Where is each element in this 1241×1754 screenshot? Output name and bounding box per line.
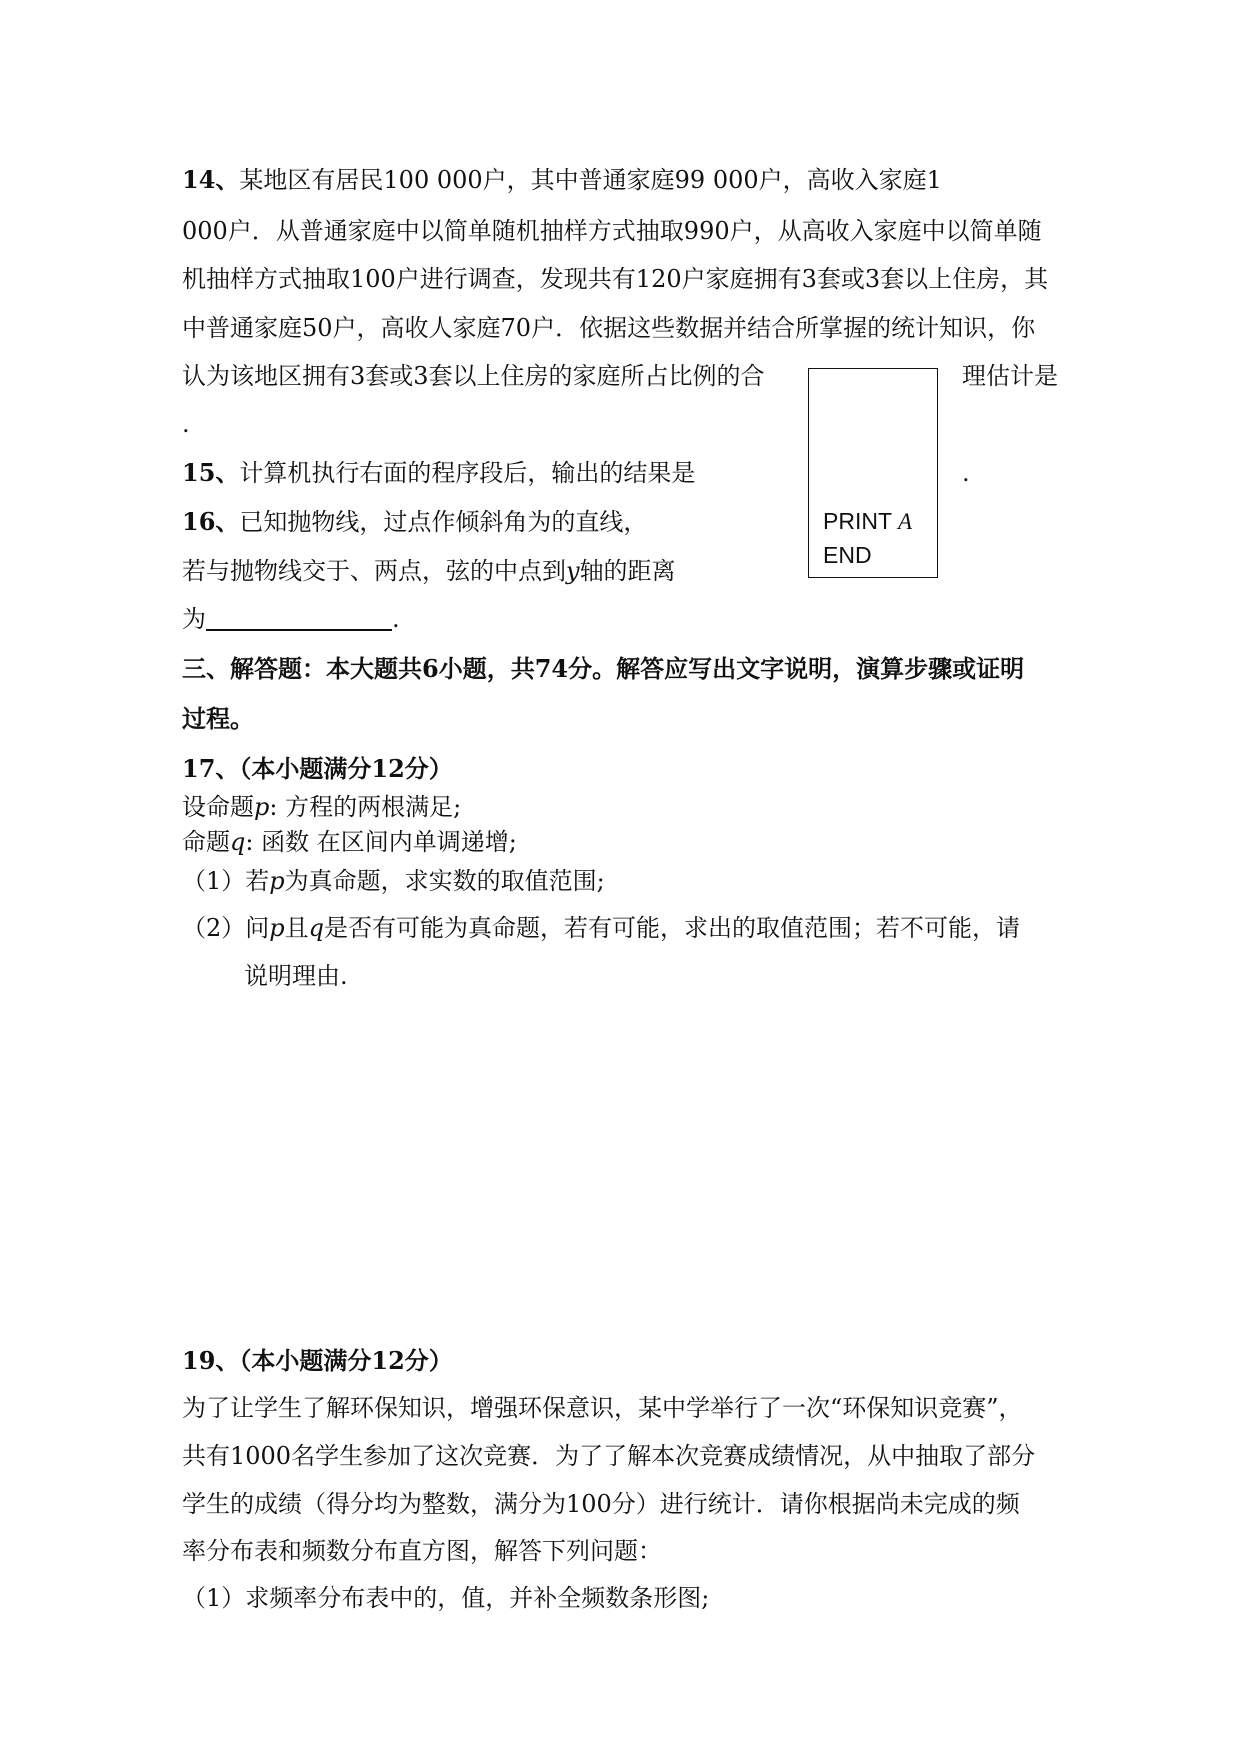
q16-line1: 16、已知抛物线，过点作倾斜角为的直线，	[182, 507, 648, 536]
program-box	[808, 368, 938, 578]
q19-line4: 率分布表和频数分布直方图，解答下列问题：	[182, 1537, 662, 1565]
section3-heading-line1: 三、解答题：本大题共6小题，共74分。解答应写出文字说明，演算步骤或证明	[182, 654, 1025, 683]
q17-sub1: （1）若p为真命题，求实数的取值范围;	[182, 867, 605, 895]
q14-line6: .	[182, 410, 190, 438]
q17-sub2-cont: 说明理由.	[244, 962, 348, 990]
q16-line2: 若与抛物线交于、两点，弦的中点到y轴的距离	[182, 557, 676, 585]
section3-heading-line2: 过程。	[182, 704, 254, 733]
q14-line5: 认为该地区拥有3套或3套以上住房的家庭所占比例的合	[182, 362, 765, 390]
q17-prop-q: 命题q: 函数 在区间内单调递增;	[182, 828, 517, 856]
q15-end: .	[962, 459, 970, 487]
q14-line3: 机抽样方式抽取100户进行调查，发现共有120户家庭拥有3套或3套以上住房，其	[182, 265, 1049, 293]
q15-line: 15、计算机执行右面的程序段后，输出的结果是	[182, 458, 696, 487]
q14-line2: 000户．从普通家庭中以简单随机抽样方式抽取990户，从高收入家庭中以简单随	[182, 217, 1042, 245]
q14-line1: 14、某地区有居民100 000户，其中普通家庭99 000户，高收入家庭1	[182, 165, 942, 194]
q19-line1: 为了让学生了解环保知识，增强环保意识，某中学举行了一次“环保知识竞赛”，	[182, 1394, 1023, 1422]
q17-sub2: （2）问p且q是否有可能为真命题，若有可能，求出的取值范围；若不可能，请	[182, 914, 1021, 942]
q19-line2: 共有1000名学生参加了这次竞赛．为了了解本次竞赛成绩情况，从中抽取了部分	[182, 1442, 1036, 1470]
q19-line3: 学生的成绩（得分均为整数，满分为100分）进行统计．请你根据尚未完成的频	[182, 1490, 1020, 1518]
program-print-line: PRINT A	[823, 508, 913, 534]
q16-number: 16、	[182, 507, 240, 536]
q19-sub1: （1）求频率分布表中的，值，并补全频数条形图;	[182, 1584, 710, 1612]
q19-title: 19、（本小题满分12分）	[182, 1346, 453, 1375]
q17-title: 17、（本小题满分12分）	[182, 754, 453, 783]
q14-number: 14、	[182, 165, 240, 194]
q14-line5-end: 理估计是	[962, 362, 1058, 390]
program-end-line: END	[823, 542, 872, 568]
q17-prop-p: 设命题p: 方程的两根满足;	[182, 793, 462, 821]
answer-blank	[206, 605, 392, 631]
q14-line4: 中普通家庭50户，高收人家庭70户．依据这些数据并结合所掌握的统计知识，你	[182, 314, 1036, 342]
q15-number: 15、	[182, 458, 240, 487]
q16-line3: 为 .	[182, 605, 400, 633]
